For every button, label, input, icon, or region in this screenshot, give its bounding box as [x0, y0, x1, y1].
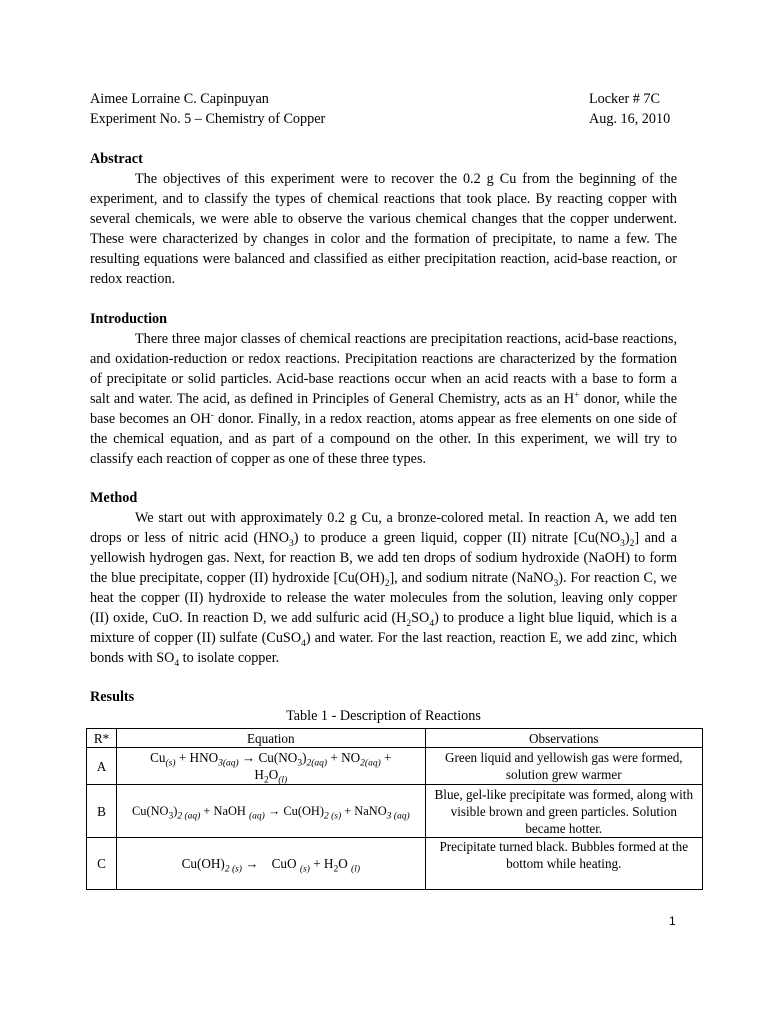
- method-heading: Method: [90, 490, 138, 506]
- results-heading: Results: [90, 689, 135, 705]
- experiment-date: Aug. 16, 2010: [589, 111, 671, 127]
- column-header-observations: Observations: [425, 729, 702, 748]
- reaction-id: A: [87, 748, 117, 785]
- introduction-text: There three major classes of chemical reactions are precipitation reactions, acid-base reactions, and oxidation-reduction or redox reactions. Precipitation reactions are characterized by the formation of precipitate or solid particles. Acid-base reactions occur when an acid reacts with a base to form a salt and water. The acid, as defined in Principles of General Chemistry, acts as an H+ donor, while the base becomes an OH- donor. Finally, in a redox reaction, atoms appear as free elements on one side of the chemical equation, and as part of a compound on the other. In this experiment, we will try to classify each reaction of copper as one of these three types.: [90, 331, 677, 467]
- header-line-1: [90, 89, 675, 109]
- abstract-heading: Abstract: [90, 151, 143, 167]
- introduction-heading: Introduction: [90, 311, 167, 327]
- table-caption: Table 1 - Description of Reactions: [286, 708, 481, 724]
- reactions-table: [86, 728, 703, 890]
- column-header-r: R*: [87, 729, 117, 748]
- header-line-2: [90, 109, 675, 129]
- reaction-observation: Precipitate turned black. Bubbles formed at the bottom while heating.: [425, 838, 702, 890]
- locker-number: Locker # 7C: [589, 91, 660, 107]
- reaction-observation: Green liquid and yellowish gas were formed, solution grew warmer: [425, 748, 702, 785]
- table-row: [87, 785, 703, 838]
- abstract-text: The objectives of this experiment were to recover the 0.2 g Cu from the beginning of the experiment, and to classify the types of chemical reactions that took place. By reacting copper with several chemicals, we were able to observe the various chemical changes that the copper underwent. These were characterized by changes in color and the formation of precipitate, to name a few. The resulting equations were balanced and classified as either precipitation reaction, acid-base reaction, or redox reaction.: [90, 171, 677, 287]
- reaction-equation: $Cu(OH)_{2 (s)}$ → CuO $_{(s)} + H_2O$ $_{(l)}$: [117, 838, 426, 890]
- reaction-equation: $Cu(NO_3)_{2 (aq)}$ + NaOH $_{(aq)} \to Cu(OH)_{2 (s)}$ + NaNO$_{3 (aq)}$: [117, 785, 426, 838]
- page-number: 1: [669, 914, 676, 928]
- experiment-title: Experiment No. 5 – Chemistry of Copper: [90, 111, 326, 127]
- table-row: [87, 748, 703, 785]
- reaction-id: C: [87, 838, 117, 890]
- column-header-equation: Equation: [117, 729, 426, 748]
- reaction-equation: $Cu_{(s)} + HNO_{3(aq)} \to Cu(NO_3)_{2(aq)} + NO_{2(aq)}$ + $H_2O_{(l)}$: [117, 748, 426, 785]
- table-header-row: [87, 729, 703, 748]
- table-row: [87, 838, 703, 890]
- author-name: Aimee Lorraine C. Capinpuyan: [90, 91, 269, 107]
- reaction-observation: Blue, gel-like precipitate was formed, along with visible brown and green particles. Solution became hotter.: [425, 785, 702, 838]
- reaction-id: B: [87, 785, 117, 838]
- method-text: We start out with approximately 0.2 g Cu, a bronze-colored metal. In reaction A, we add ten drops or less of nitric acid $(HNO_3)$ to produce a green liquid, copper (II) nitrate $[Cu(NO_3)_2]$ and a yellowish hydrogen gas. Next, for reaction B, we add ten drops of sodium hydroxide (NaOH) to form the blue precipitate, copper (II) hydroxide $[Cu(OH)_2]$, and sodium nitrate (NaNO$_3$). For reaction C, we heat the copper (II) hydroxide to release the water molecules from the solution, leaving only copper (II) oxide, CuO. In reaction D, we add sulfuric acid $(H_2SO_4)$ to produce a light blue liquid, which is a mixture of copper (II) sulfate (CuSO$_4$) and water. For the last reaction, reaction E, we add zinc, which bonds with $SO_4$ to isolate copper.: [90, 510, 677, 669]
